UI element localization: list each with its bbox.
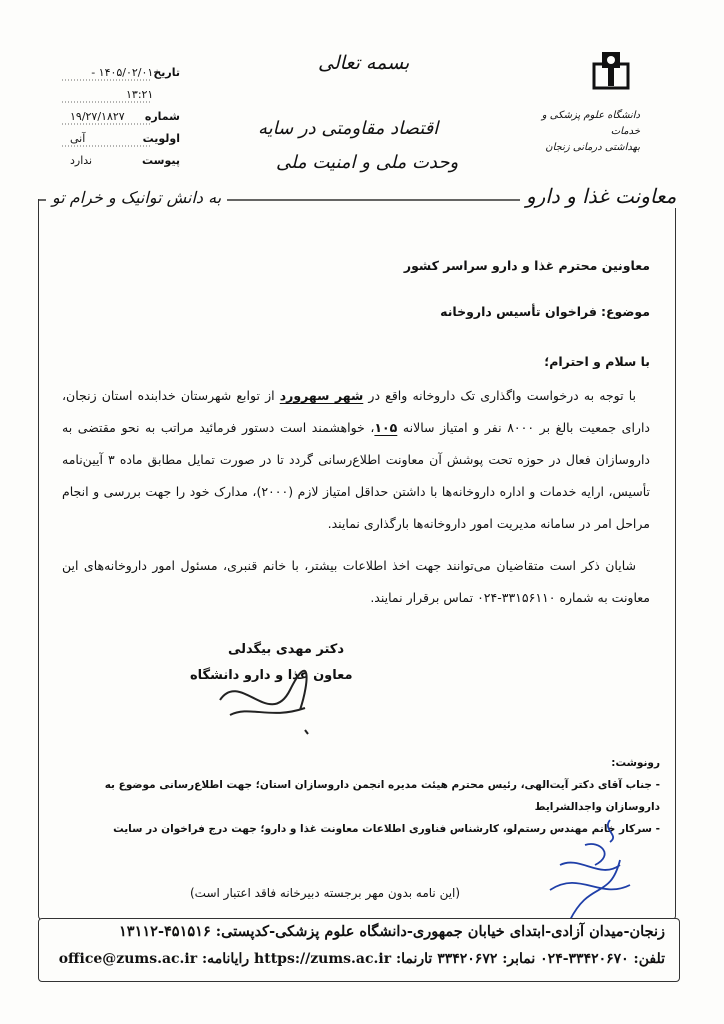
slogan-line-2: وحدت ملی و امنیت ملی xyxy=(276,152,459,173)
attachment-value: ندارد xyxy=(70,154,93,167)
date-value: ۱۴۰۵/۰۲/۰۱ - ۱۳:۲۱ xyxy=(91,66,154,101)
cc-item-2: - سرکار خانم مهندس رستم‌لو، کارشناس فناوری اطلاعات معاونت غذا و دارو؛ جهت درج فراخوان در سایت xyxy=(113,823,660,835)
p1-part-c: ، خواهشمند است دستور فرمائید مراتب به نحو مقتضی به داروسازان فعال در حوزه تحت پوشش آن معاونت اطلاع‌رسانی گردد تا در صورت تمایل مطابق ماده ۳ آیین‌نامه تأسیس، ارایه خدمات و اداره داروخانه‌ها با داشتن حداقل امتیاز لازم (۲۰۰۰)، مدارک خود را جهت بررسی و انجام مراحل امر در سامانه مدیریت امور داروخانه‌ها بارگذاری نمایند. xyxy=(62,420,650,531)
signatory-title: معاون غذا و دارو دانشگاه xyxy=(190,668,353,683)
recipient: معاونین محترم غذا و دارو سراسر کشور xyxy=(403,258,650,273)
subject-label: موضوع: xyxy=(600,304,650,319)
motto: به دانش توانیک و خرام تو xyxy=(46,188,227,207)
subject-line xyxy=(62,296,650,328)
p1-part-a: با توجه به درخواست واگذاری تک داروخانه واقع در xyxy=(363,388,636,403)
signatory-name: دکتر مهدی بیگدلی xyxy=(228,642,345,657)
footer-box xyxy=(38,918,680,982)
footer-address: زنجان-میدان آزادی-ابتدای خیابان جمهوری-دانشگاه علوم پزشکی-کدپستی: ۴۵۱۵۱۶-۱۳۱۱۲ xyxy=(119,923,665,940)
university-line-2: بهداشتی درمانی زنجان xyxy=(545,142,640,153)
deputy-title: معاونت غذا و دارو xyxy=(520,184,682,208)
greeting: با سلام و احترام؛ xyxy=(544,354,650,369)
priority-label: اولویت xyxy=(142,132,180,145)
stamp-note: (این نامه بدون مهر برجسته دبیرخانه فاقد اعتبار است) xyxy=(190,886,461,900)
priority-value: آنی xyxy=(70,132,86,145)
handwritten-signature xyxy=(210,660,320,740)
subject-text: فراخوان تأسیس داروخانه xyxy=(440,304,597,319)
paragraph-1 xyxy=(62,380,650,540)
paragraph-2: شایان ذکر است متقاضیان می‌توانند جهت اخذ اطلاعات بیشتر، با خانم قنبری، مسئول امور داروخانه‌های این معاونت به شماره ۳۳۱۵۶۱۱۰-۰۲۴ تماس برقرار نمایند. xyxy=(62,558,650,605)
meta-dotted-lines xyxy=(62,80,152,170)
attachment-label: پیوست xyxy=(142,154,180,167)
university-name xyxy=(510,108,640,156)
handwritten-annotation xyxy=(540,815,650,925)
cc-item-1: - جناب آقای دکتر آیت‌الهی، رئیس محترم هیئت مدیره انجمن داروسازان استان؛ جهت اطلاع‌رسانی موضوع به داروسازان واجدالشرایط xyxy=(104,779,660,813)
university-logo-icon xyxy=(590,48,632,94)
bismillah: بسمه تعالی xyxy=(318,52,410,74)
p1-part-b: از توابع شهرستان خدابنده استان زنجان، دارای جمعیت بالغ بر ۸۰۰۰ نفر و امتیاز سالانه xyxy=(62,388,650,435)
number-value: ۱۹/۲۷/۱۸۲۷ xyxy=(70,110,125,123)
slogan-line-1: اقتصاد مقاومتی در سایه xyxy=(258,118,439,139)
p1-city: شهر سهرورد xyxy=(279,388,364,403)
number-label: شماره xyxy=(144,110,180,123)
p1-score: ۱۰۵ xyxy=(374,420,398,435)
cc-label: رونوشت: xyxy=(611,757,660,769)
footer-contact: تلفن: ۳۳۴۲۰۶۷۰-۰۲۴ نمابر: ۳۳۴۲۰۶۷۲ تارنما: https://zums.ac.ir رایانامه: office@zums.ac.ir xyxy=(58,951,665,967)
university-line-1: دانشگاه علوم پزشکی و خدمات xyxy=(541,110,640,137)
date-label: تاریخ xyxy=(153,66,180,79)
